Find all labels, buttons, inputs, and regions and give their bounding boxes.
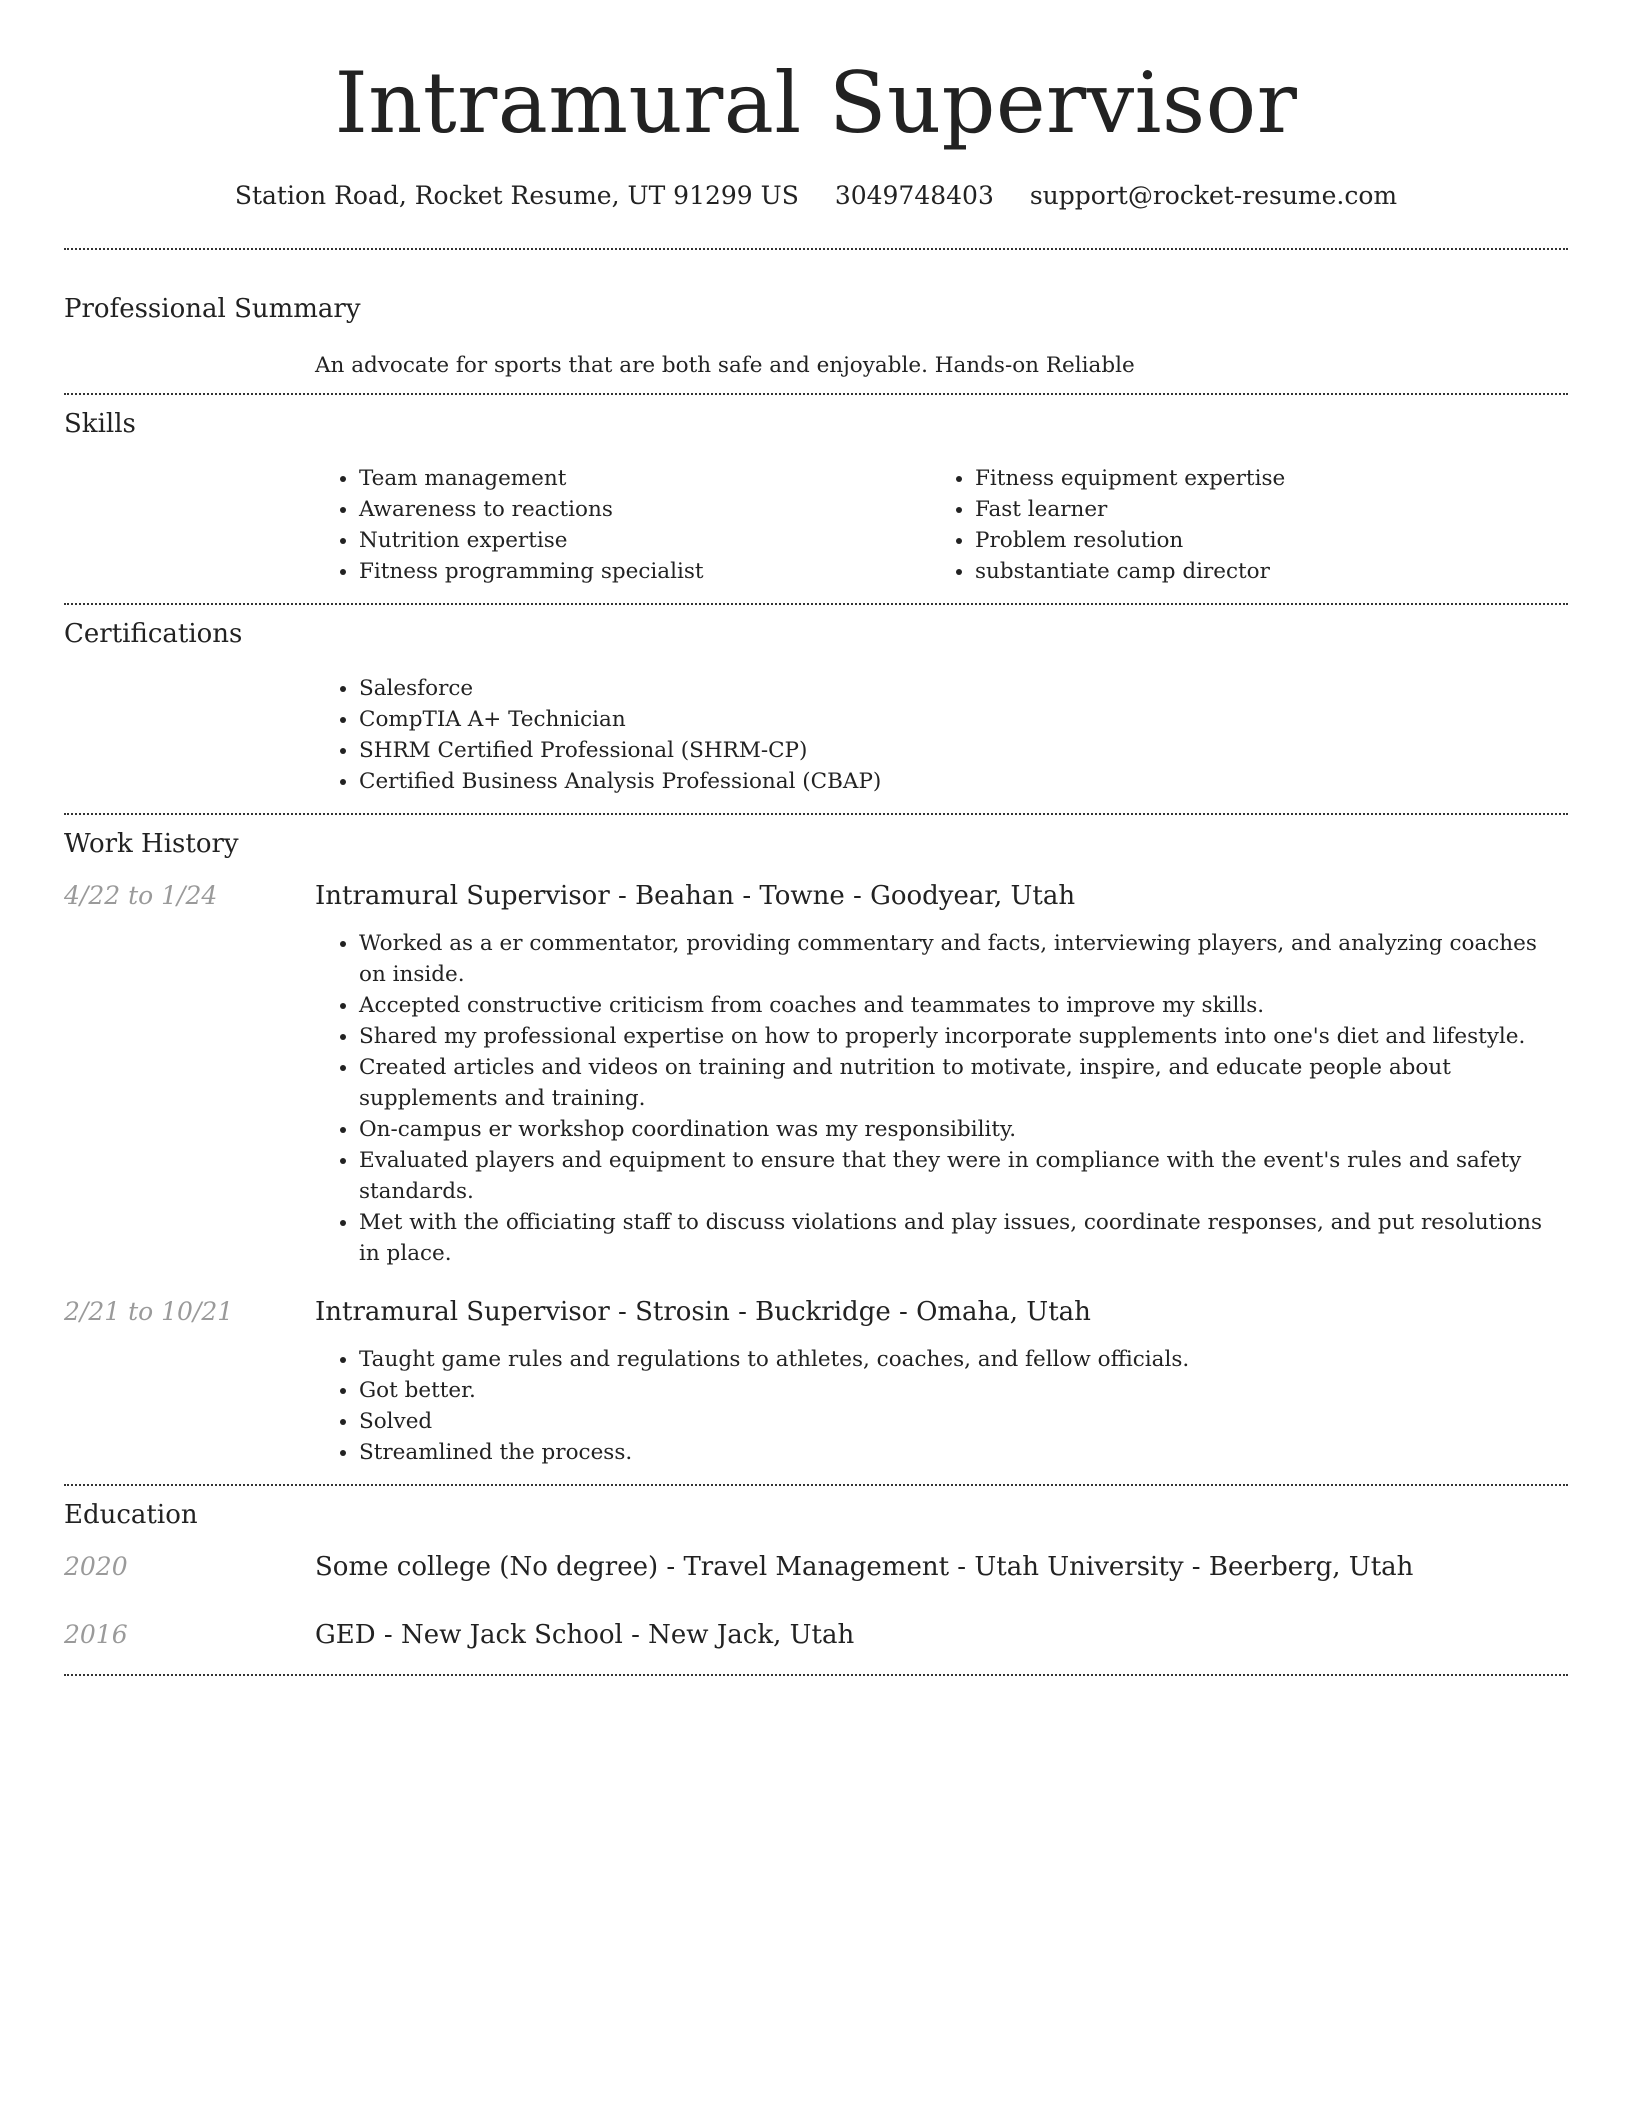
skill-item: • substantiate camp director <box>975 556 1547 587</box>
education-school: New Jack School <box>400 1620 623 1650</box>
education-year: 2020 <box>64 1552 128 1581</box>
job-bullet: • Got better. <box>359 1375 1568 1406</box>
education-entry <box>64 1618 1568 1674</box>
skill-item: • Fast learner <box>975 494 1547 525</box>
education-location: New Jack, Utah <box>648 1620 855 1650</box>
education-heading: Some college (No degree) - Travel Management - Utah University - Beerberg, Utah <box>315 1552 1414 1582</box>
address: Station Road, Rocket Resume, UT 91299 US <box>234 181 799 210</box>
phone: 3049748403 <box>834 181 994 210</box>
skills-list-left <box>315 463 931 587</box>
job-dates: 2/21 to 10/21 <box>64 1297 234 1326</box>
job-bullets <box>315 1344 1568 1468</box>
job-heading: Intramural Supervisor - Strosin - Buckridge - Omaha, Utah <box>315 1297 1091 1327</box>
work-history-section <box>64 815 1568 1484</box>
education-school: Utah University <box>974 1552 1184 1582</box>
job-bullet: • Shared my professional expertise on how to properly incorporate supplements into one's diet and lifestyle. <box>359 1021 1568 1052</box>
job-bullet: • Worked as a er commentator, providing commentary and facts, interviewing players, and analyzing coaches on inside. <box>359 928 1568 990</box>
job-bullet: • Evaluated players and equipment to ensure that they were in compliance with the event's rules and safety standards. <box>359 1145 1568 1207</box>
email: support@rocket-resume.com <box>1029 181 1398 210</box>
education-location: Beerberg, Utah <box>1208 1552 1414 1582</box>
job-location: Goodyear, Utah <box>870 881 1076 911</box>
section-title: Education <box>64 1500 198 1530</box>
certification-item: • CompTIA A+ Technician <box>359 704 1568 735</box>
skill-item: • Fitness equipment expertise <box>975 463 1547 494</box>
section-title: Work History <box>64 829 239 859</box>
certifications-section <box>64 605 1568 813</box>
education-degree: Some college (No degree) <box>315 1552 659 1582</box>
skill-item: • Awareness to reactions <box>359 494 931 525</box>
job-entry <box>64 879 1568 1269</box>
skill-item: • Problem resolution <box>975 525 1547 556</box>
job-entry <box>64 1295 1568 1484</box>
contact-info <box>64 178 1568 214</box>
certification-item: • Certified Business Analysis Professional (CBAP) <box>359 766 1568 797</box>
skill-item: • Team management <box>359 463 931 494</box>
job-bullet: • Met with the officiating staff to discuss violations and play issues, coordinate responses, and put resolutions in place. <box>359 1207 1568 1269</box>
job-bullet: • Taught game rules and regulations to athletes, coaches, and fellow officials. <box>359 1344 1568 1375</box>
certifications-list <box>315 673 1568 797</box>
education-degree: GED <box>315 1620 376 1650</box>
education-field: Travel Management <box>683 1552 950 1582</box>
education-heading: GED - New Jack School - New Jack, Utah <box>315 1620 855 1650</box>
job-bullet: • Streamlined the process. <box>359 1437 1568 1468</box>
job-bullet: • Accepted constructive criticism from coaches and teammates to improve my skills. <box>359 990 1568 1021</box>
skill-item: • Nutrition expertise <box>359 525 931 556</box>
skills-list-right <box>931 463 1547 587</box>
job-dates: 4/22 to 1/24 <box>64 881 218 910</box>
education-section <box>64 1486 1568 1674</box>
job-bullet: • On-campus er workshop coordination was my responsibility. <box>359 1114 1568 1145</box>
skills-section <box>64 395 1568 603</box>
education-year: 2016 <box>64 1620 128 1649</box>
section-title: Certifications <box>64 619 243 649</box>
summary-section <box>64 250 1568 393</box>
job-bullet: • Created articles and videos on training and nutrition to motivate, inspire, and educate people about supplements and training. <box>359 1052 1568 1114</box>
candidate-name: Intramural Supervisor <box>334 54 1298 152</box>
job-company: Beahan - Towne <box>635 881 845 911</box>
job-bullets <box>315 928 1568 1269</box>
divider <box>64 1674 1568 1676</box>
section-title: Skills <box>64 409 136 439</box>
job-title: Intramural Supervisor <box>315 1297 610 1327</box>
summary-text: An advocate for sports that are both safe and enjoyable. Hands-on Reliable <box>315 353 1135 378</box>
job-heading: Intramural Supervisor - Beahan - Towne - Goodyear, Utah <box>315 881 1076 911</box>
certification-item: • SHRM Certified Professional (SHRM-CP) <box>359 735 1568 766</box>
job-location: Omaha, Utah <box>916 1297 1091 1327</box>
job-company: Strosin - Buckridge <box>635 1297 891 1327</box>
certification-item: • Salesforce <box>359 673 1568 704</box>
section-title: Professional Summary <box>64 294 361 324</box>
job-title: Intramural Supervisor <box>315 881 610 911</box>
job-bullet: • Solved <box>359 1406 1568 1437</box>
education-entry <box>64 1550 1568 1584</box>
skill-item: • Fitness programming specialist <box>359 556 931 587</box>
